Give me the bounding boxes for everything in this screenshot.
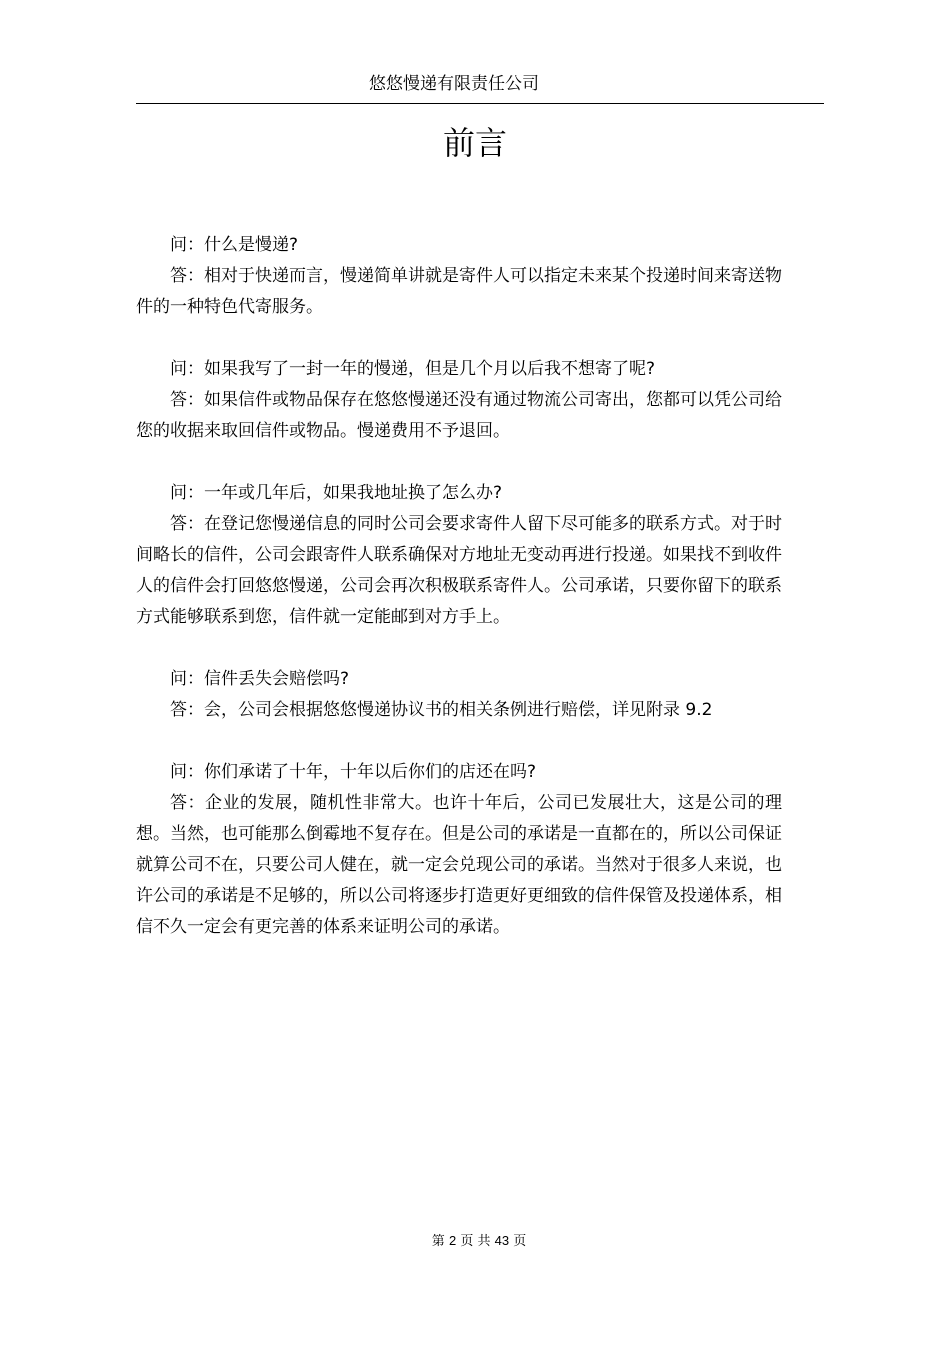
faq-item bbox=[136, 230, 782, 323]
faq-item bbox=[136, 664, 782, 726]
faq-answer: 答：企业的发展，随机性非常大。也许十年后，公司已发展壮大，这是公司的理想。当然，也可能那么倒霉地不复存在。但是公司的承诺是一直都在的，所以公司保证就算公司不在，只要公司人健在，就一定会兑现公司的承诺。当然对于很多人来说，也许公司的承诺是不足够的，所以公司将逐步打造更好更细致的信件保管及投递体系，相信不久一定会有更完善的体系来证明公司的承诺。 bbox=[136, 793, 782, 937]
header-divider bbox=[136, 103, 824, 104]
faq-question: 问：信件丢失会赔偿吗? bbox=[170, 669, 350, 689]
faq-item bbox=[136, 354, 782, 447]
faq-question: 问：你们承诺了十年，十年以后你们的店还在吗? bbox=[170, 762, 537, 782]
faq-answer: 答：会，公司会根据悠悠慢递协议书的相关条例进行赔偿，详见附录 9.2 bbox=[170, 700, 713, 720]
faq-answer: 答：在登记您慢递信息的同时公司会要求寄件人留下尽可能多的联系方式。对于时间略长的信件，公司会跟寄件人联系确保对方地址无变动再进行投递。如果找不到收件人的信件会打回悠悠慢递，公司会再次积极联系寄件人。公司承诺，只要你留下的联系方式能够联系到您，信件就一定能邮到对方手上。 bbox=[136, 514, 782, 627]
faq-answer: 答：相对于快递而言，慢递简单讲就是寄件人可以指定未来某个投递时间来寄送物件的一种特色代寄服务。 bbox=[136, 266, 782, 317]
faq-item bbox=[136, 478, 782, 633]
faq-question: 问：如果我写了一封一年的慢递，但是几个月以后我不想寄了呢? bbox=[170, 359, 656, 379]
faq-answer: 答：如果信件或物品保存在悠悠慢递还没有通过物流公司寄出，您都可以凭公司给您的收据来取回信件或物品。慢递费用不予退回。 bbox=[136, 390, 782, 441]
faq-question: 问：一年或几年后，如果我地址换了怎么办? bbox=[170, 483, 503, 503]
faq-item bbox=[136, 757, 782, 943]
footer-suffix: 页 bbox=[513, 1234, 527, 1249]
current-page-number: 2 bbox=[448, 1233, 457, 1248]
total-page-count: 43 bbox=[494, 1233, 510, 1248]
footer-prefix: 第 bbox=[431, 1234, 445, 1249]
footer-middle: 页 共 bbox=[460, 1234, 491, 1249]
page-title: 前言 bbox=[442, 124, 507, 162]
page-footer bbox=[0, 1232, 950, 1251]
faq-question: 问：什么是慢递? bbox=[170, 235, 299, 255]
faq-content bbox=[136, 230, 782, 974]
header-company-name: 悠悠慢递有限责任公司 bbox=[369, 74, 539, 94]
